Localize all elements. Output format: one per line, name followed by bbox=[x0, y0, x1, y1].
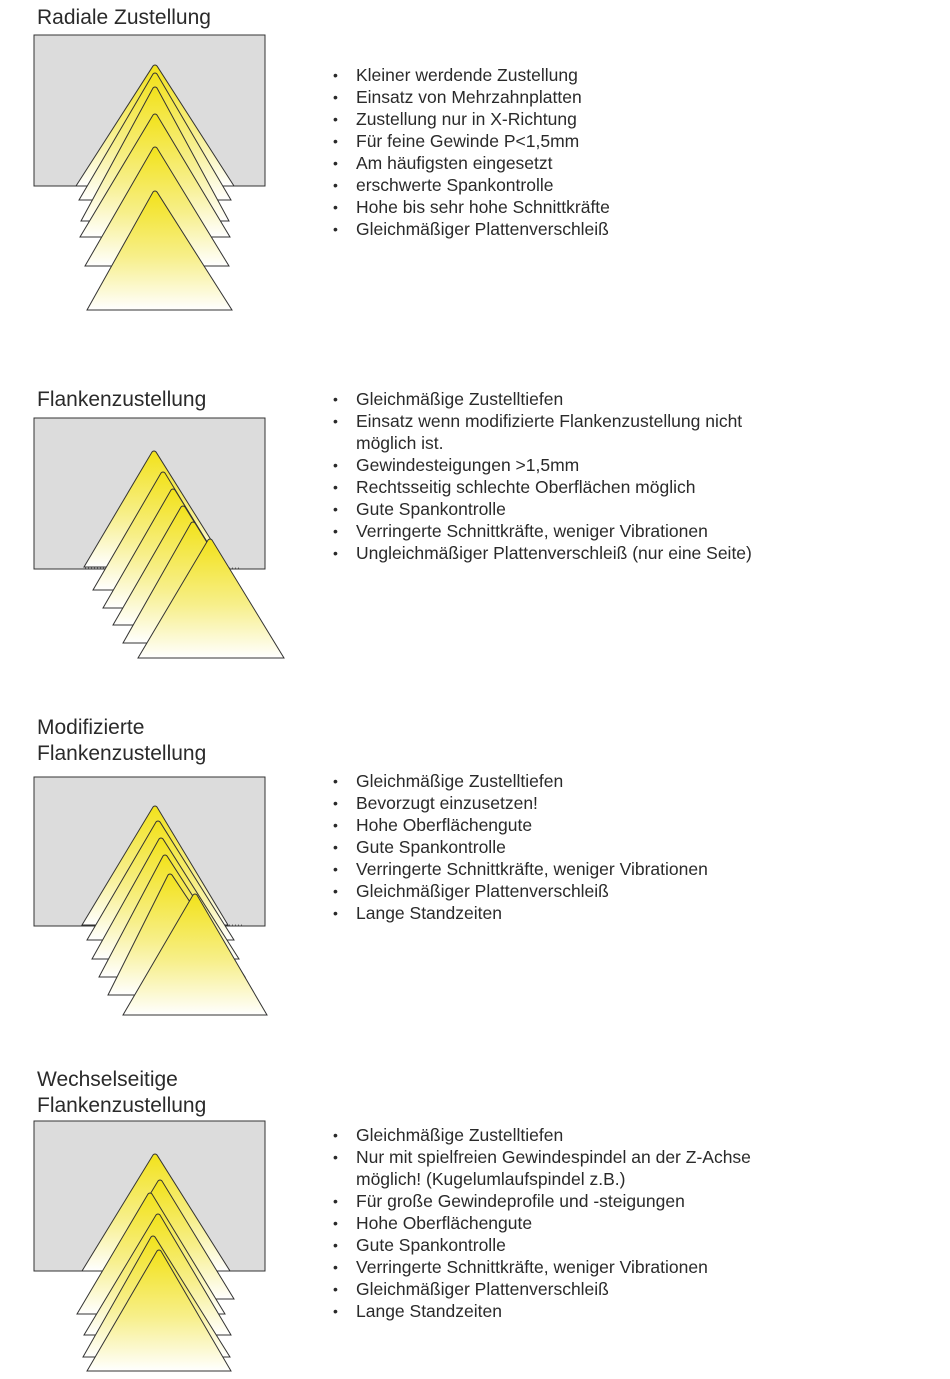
bullet-list bbox=[333, 770, 708, 924]
bullet-item: • erschwerte Spankontrolle bbox=[333, 174, 610, 196]
bullet-item: • Gleichmäßiger Plattenverschleiß bbox=[333, 880, 708, 902]
bullet-list bbox=[333, 388, 752, 564]
bullet-item: • Kleiner werdende Zustellung bbox=[333, 64, 610, 86]
bullet-item: • Gleichmäßiger Plattenverschleiß bbox=[333, 1278, 751, 1300]
bullet-item: • Hohe Oberflächengute bbox=[333, 1212, 751, 1234]
bullet-item: • Gleichmäßige Zustelltiefen bbox=[333, 770, 708, 792]
section-title: Radiale Zustellung bbox=[37, 6, 211, 29]
bullet-item: • Einsatz wenn modifizierte Flankenzustellung nicht möglich ist. bbox=[333, 410, 752, 454]
bullet-item: • Verringerte Schnittkräfte, weniger Vibrationen bbox=[333, 520, 752, 542]
radial-infeed-diagram bbox=[30, 30, 290, 330]
section-modified-flank bbox=[0, 715, 950, 1025]
bullet-item: • Für große Gewindeprofile und -steigungen bbox=[333, 1190, 751, 1212]
section-alternating-flank bbox=[0, 1067, 950, 1378]
bullet-item: • Gute Spankontrolle bbox=[333, 1234, 751, 1256]
bullet-item: • Gleichmäßige Zustelltiefen bbox=[333, 388, 752, 410]
bullet-item: • Am häufigsten eingesetzt bbox=[333, 152, 610, 174]
bullet-item: • Bevorzugt einzusetzen! bbox=[333, 792, 708, 814]
modified-flank-infeed-diagram bbox=[30, 775, 290, 1035]
bullet-item: • Gewindesteigungen >1,5mm bbox=[333, 454, 752, 476]
bullet-item: • Nur mit spielfreien Gewindespindel an der Z-Achse möglich! (Kugelumlaufspindel z.B.) bbox=[333, 1146, 751, 1190]
bullet-item: • Rechtsseitig schlechte Oberflächen möglich bbox=[333, 476, 752, 498]
bullet-item: • Verringerte Schnittkräfte, weniger Vibrationen bbox=[333, 1256, 751, 1278]
section-title: Flankenzustellung bbox=[37, 388, 207, 411]
section-flank bbox=[0, 385, 950, 675]
bullet-item: • Lange Standzeiten bbox=[333, 1300, 751, 1322]
section-title: Wechselseitige Flankenzustellung bbox=[37, 1068, 207, 1117]
flank-infeed-diagram bbox=[30, 415, 290, 695]
bullet-item: • Einsatz von Mehrzahnplatten bbox=[333, 86, 610, 108]
alternating-flank-infeed-diagram bbox=[30, 1119, 290, 1379]
bullet-item: • Hohe bis sehr hohe Schnittkräfte bbox=[333, 196, 610, 218]
bullet-item: • Hohe Oberflächengute bbox=[333, 814, 708, 836]
bullet-item: • Gute Spankontrolle bbox=[333, 836, 708, 858]
bullet-item: • Zustellung nur in X-Richtung bbox=[333, 108, 610, 130]
bullet-item: • Lange Standzeiten bbox=[333, 902, 708, 924]
section-title: Modifizierte Flankenzustellung bbox=[37, 716, 207, 765]
bullet-item: • Für feine Gewinde P<1,5mm bbox=[333, 130, 610, 152]
bullet-item: • Gute Spankontrolle bbox=[333, 498, 752, 520]
bullet-item: • Gleichmäßiger Plattenverschleiß bbox=[333, 218, 610, 240]
section-radial bbox=[0, 0, 950, 340]
bullet-item: • Verringerte Schnittkräfte, weniger Vibrationen bbox=[333, 858, 708, 880]
bullet-item: • Gleichmäßige Zustelltiefen bbox=[333, 1124, 751, 1146]
bullet-list bbox=[333, 1124, 751, 1322]
bullet-list bbox=[333, 64, 610, 240]
bullet-item: • Ungleichmäßiger Plattenverschleiß (nur eine Seite) bbox=[333, 542, 752, 564]
